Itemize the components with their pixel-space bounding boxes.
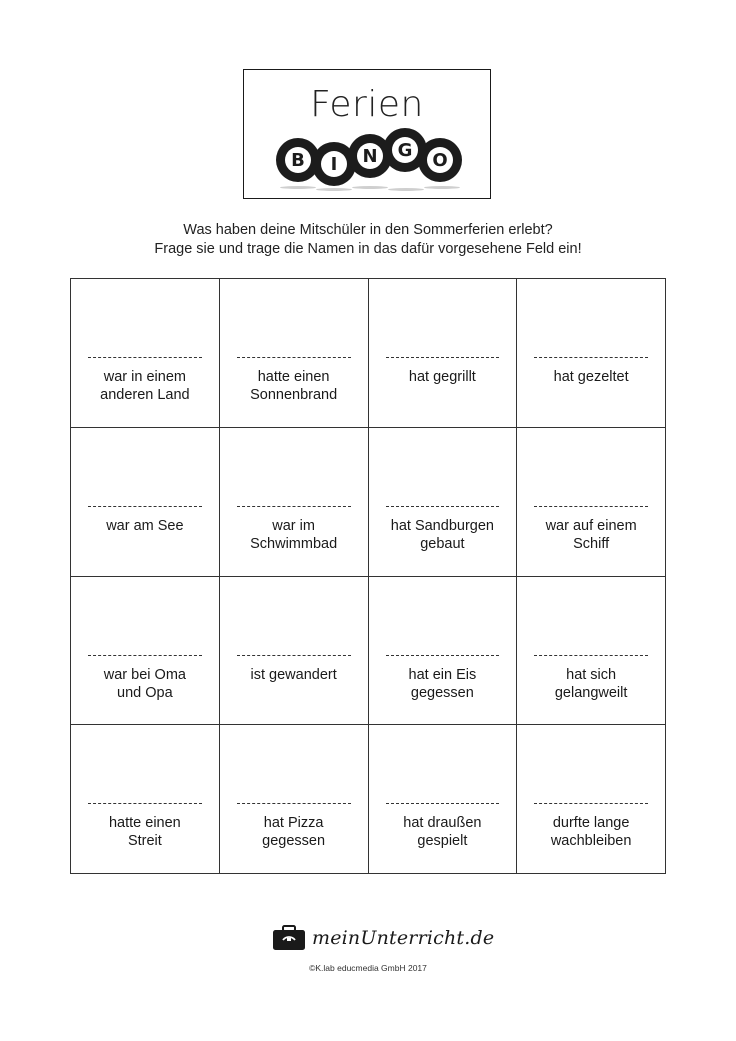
bingo-cell: [220, 428, 369, 577]
ball-shadow: [424, 186, 460, 189]
copyright: ©K.lab educmedia GmbH 2017: [309, 963, 427, 973]
cell-label-line: Schiff: [573, 535, 610, 552]
ball-shadow: [316, 188, 352, 191]
cell-label-line: hatte einen: [257, 369, 330, 385]
cell-label-line: Schwimmbad: [250, 535, 338, 552]
title-box: [243, 69, 491, 199]
name-line[interactable]: [386, 655, 500, 656]
cell-label: [521, 368, 661, 386]
bingo-letter: I: [321, 151, 347, 177]
cell-label: [373, 666, 513, 702]
bingo-cell: [369, 725, 518, 874]
cell-label-line: durfte lange: [552, 815, 630, 832]
cell-label: [521, 517, 661, 553]
title-word: Ferien: [310, 84, 424, 125]
ball-shadow: [280, 186, 316, 189]
cell-label: [373, 814, 513, 850]
cell-label-line: ist gewandert: [250, 666, 337, 683]
name-line[interactable]: [237, 357, 351, 358]
cell-label-line: war in einem: [103, 369, 186, 385]
cell-label: [75, 368, 215, 404]
cell-label-line: war auf einem: [545, 517, 637, 534]
name-line[interactable]: [534, 655, 648, 656]
bingo-balls: [274, 128, 464, 192]
cell-label-line: hat gegrillt: [408, 369, 476, 385]
bingo-grid: [70, 278, 666, 874]
cell-label-line: Streit: [127, 833, 162, 850]
bingo-cell: [369, 428, 518, 577]
cell-label: [224, 666, 364, 684]
bingo-cell: [220, 279, 369, 428]
cell-label-line: war im: [272, 517, 315, 534]
cell-label-line: gegessen: [262, 833, 326, 850]
name-line[interactable]: [237, 803, 351, 804]
ball-shadow: [352, 186, 388, 189]
instructions-line-1: Was haben deine Mitschüler in den Sommerferien erlebt?: [183, 222, 553, 238]
cell-label-line: hat sich: [566, 666, 617, 683]
bingo-letter: O: [427, 147, 453, 173]
cell-label: [224, 814, 364, 850]
name-line[interactable]: [386, 506, 500, 507]
cell-label: [224, 517, 364, 553]
cell-label-line: gebaut: [420, 535, 465, 552]
bingo-cell: [220, 577, 369, 726]
bingo-cell: [71, 725, 220, 874]
bingo-cell: [369, 577, 518, 726]
cell-label-line: hat ein Eis: [408, 666, 477, 683]
name-line[interactable]: [534, 506, 648, 507]
name-line[interactable]: [386, 803, 500, 804]
name-line[interactable]: [534, 357, 648, 358]
cell-label-line: war bei Oma: [103, 666, 186, 683]
cell-label-line: gespielt: [417, 833, 468, 850]
name-line[interactable]: [88, 655, 202, 656]
cell-label: [75, 666, 215, 702]
instructions-line-2: Frage sie und trage die Namen in das dafür vorgesehene Feld ein!: [154, 241, 582, 257]
ball-shadow: [388, 188, 424, 191]
name-line[interactable]: [88, 506, 202, 507]
name-line[interactable]: [237, 506, 351, 507]
bingo-cell: [71, 428, 220, 577]
name-line[interactable]: [88, 357, 202, 358]
cell-label: [521, 666, 661, 702]
cell-label: [75, 814, 215, 850]
cell-label: [75, 517, 215, 535]
bingo-cell: [71, 279, 220, 428]
cell-label-line: gelangweilt: [554, 684, 628, 701]
bingo-cell: [517, 428, 666, 577]
bingo-letter: B: [285, 147, 311, 173]
bingo-cell: [220, 725, 369, 874]
cell-label-line: anderen Land: [100, 387, 190, 403]
bingo-ball-o: [418, 138, 462, 182]
cell-label: [521, 814, 661, 850]
name-line[interactable]: [237, 655, 351, 656]
cell-label-line: Sonnenbrand: [250, 387, 338, 403]
briefcase-icon: [272, 925, 306, 951]
bingo-cell: [517, 725, 666, 874]
cell-label-line: gegessen: [410, 684, 474, 701]
bingo-cell: [517, 577, 666, 726]
cell-label-line: und Opa: [117, 684, 173, 701]
cell-label-line: war am See: [106, 517, 184, 534]
cell-label: [373, 368, 513, 386]
bingo-cell: [517, 279, 666, 428]
name-line[interactable]: [88, 803, 202, 804]
bingo-cell: [369, 279, 518, 428]
bingo-letter: N: [357, 143, 383, 169]
cell-label-line: hat gezeltet: [553, 369, 629, 385]
cell-label-line: hat Sandburgen: [390, 517, 494, 534]
name-line[interactable]: [534, 803, 648, 804]
cell-label-line: hat Pizza: [263, 815, 324, 832]
bingo-letter: G: [392, 137, 418, 163]
logo: [272, 924, 494, 952]
cell-label-line: wachbleiben: [550, 833, 632, 850]
bingo-cell: [71, 577, 220, 726]
logo-text: meinUnterricht.de: [312, 927, 495, 949]
instructions: [0, 221, 736, 259]
cell-label: [224, 368, 364, 404]
name-line[interactable]: [386, 357, 500, 358]
cell-label-line: hat draußen: [403, 815, 482, 832]
cell-label-line: hatte einen: [108, 815, 181, 832]
cell-label: [373, 517, 513, 553]
